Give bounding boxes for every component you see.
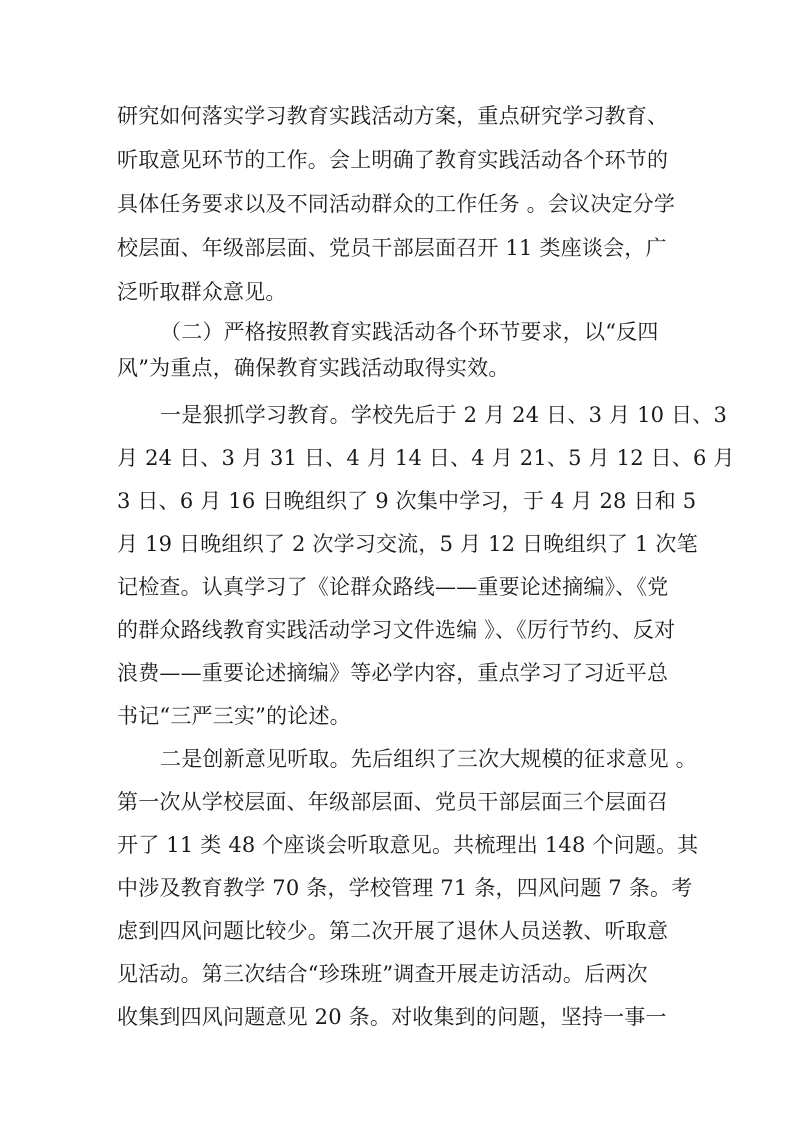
text-line: 听取意见环节的工作。会上明确了教育实践活动各个环节的 <box>117 148 669 172</box>
section-heading-line: （二）严格按照教育实践活动各个环节要求，以“反四 <box>160 320 659 344</box>
text-line: 中涉及教育教学 70 条，学校管理 71 条，四风问题 7 条。考 <box>117 876 693 900</box>
text-line: 见活动。第三次结合“珍珠班”调查开展走访活动。后两次 <box>117 962 648 986</box>
text-line: 月 24 日、3 月 31 日、4 月 14 日、4 月 21、5 月 12 日、6 月 <box>117 446 735 470</box>
text-line: 书记“三严三实”的论述。 <box>117 704 351 728</box>
section-heading-line: 风”为重点，确保教育实践活动取得实效。 <box>117 356 510 380</box>
text-line: 第一次从学校层面、年级部层面、党员干部层面三个层面召 <box>117 790 669 814</box>
text-line: 具体任务要求以及不同活动群众的工作任务 。会议决定分学 <box>117 192 676 216</box>
text-line: 开了 11 类 48 个座谈会听取意见。共梳理出 148 个问题。其 <box>117 833 699 857</box>
text-line: 研究如何落实学习教育实践活动方案，重点研究学习教育、 <box>117 104 669 128</box>
text-line: 校层面、年级部层面、党员干部层面召开 11 类座谈会，广 <box>117 236 667 260</box>
text-line: 泛听取群众意见。 <box>117 280 287 304</box>
text-line: 浪费——重要论述摘编》等必学内容，重点学习了习近平总 <box>117 661 669 685</box>
text-line: 的群众路线教育实践活动学习文件选编 》、《厉行节约、反对 <box>117 618 676 642</box>
text-line: 虑到四风问题比较少。第二次开展了退休人员送教、听取意 <box>117 919 669 943</box>
paragraph-start-line: 一是狠抓学习教育。学校先后于 2 月 24 日、3 月 10 日、3 <box>160 403 728 427</box>
paragraph-start-line: 二是创新意见听取。先后组织了三次大规模的征求意见 。 <box>160 747 697 771</box>
text-line: 月 19 日晚组织了 2 次学习交流，5 月 12 日晚组织了 1 次笔 <box>117 532 698 556</box>
text-line: 3 日、6 月 16 日晚组织了 9 次集中学习，于 4 月 28 日和 5 <box>117 489 697 513</box>
text-line: 收集到四风问题意见 20 条。对收集到的问题，坚持一事一 <box>117 1005 667 1029</box>
text-line: 记检查。认真学习了《论群众路线——重要论述摘编》、《党 <box>117 575 669 599</box>
